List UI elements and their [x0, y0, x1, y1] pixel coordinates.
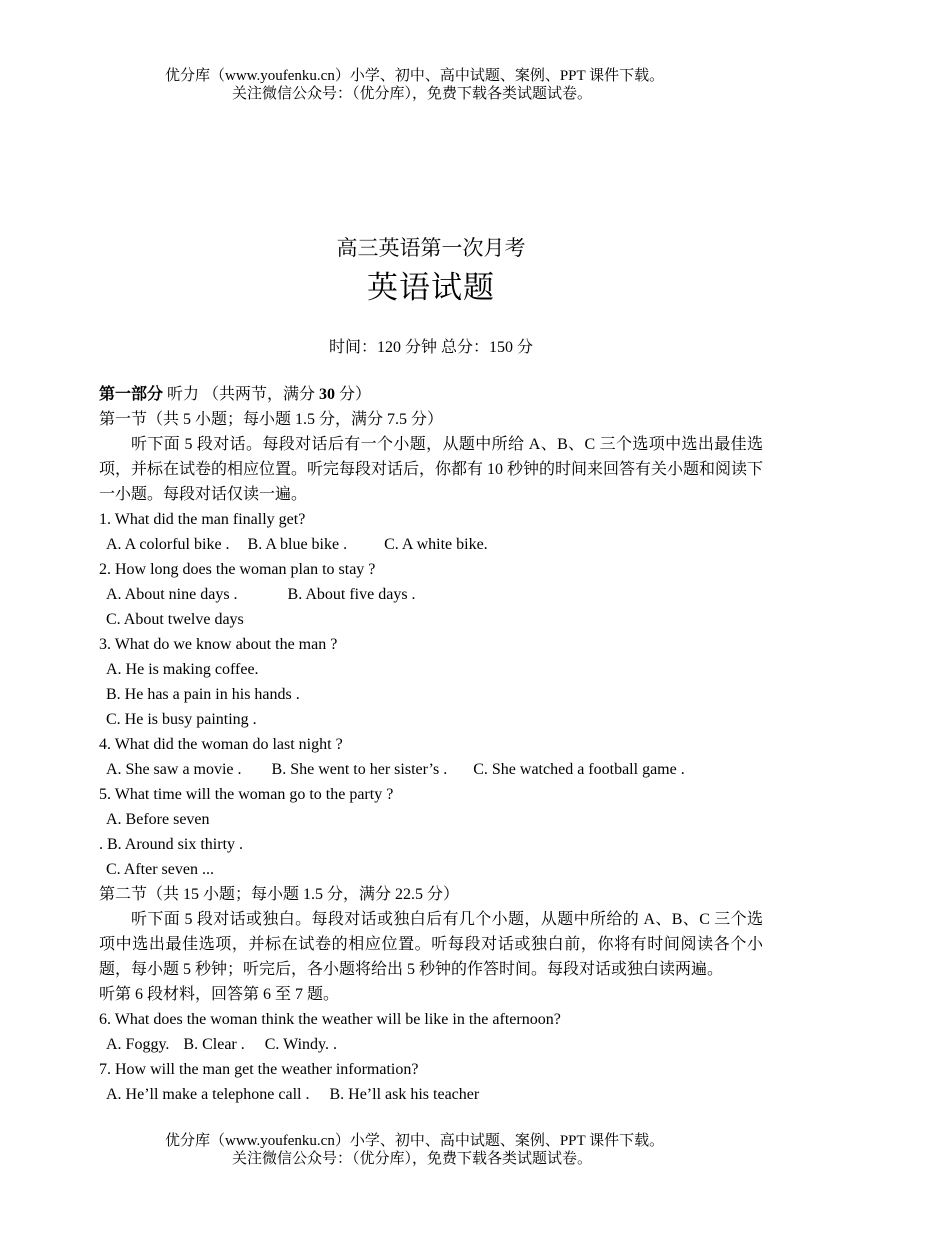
section1-instructions: 听下面 5 段对话。每段对话后有一个小题，从题中所给 A、B、C 三个选项中选出最佳选项，并标在试卷的相应位置。听完每段对话后，你都有 10 秒钟的时间来回答有关小题和阅读下一小题。每段对话仅读一遍。 — [99, 436, 764, 503]
part1-heading-score: 30 — [319, 386, 336, 403]
q5-option-b: . B. Around six thirty . — [99, 836, 244, 853]
material-6-note: 听第 6 段材料，回答第 6 至 7 题。 — [99, 986, 340, 1003]
part1-heading-rest: 听力 （共两节，满分 — [163, 386, 320, 403]
question-2: 2. How long does the woman plan to stay ? — [99, 561, 376, 578]
part1-heading-bold: 第一部分 — [99, 386, 164, 403]
q5-option-c: C. After seven ... — [106, 861, 214, 878]
exam-subtitle: 高三英语第一次月考 — [336, 236, 526, 260]
q4-option-a: A. She saw a movie . — [106, 761, 242, 778]
q6-option-b: B. Clear . — [183, 1036, 245, 1053]
question-7-options — [99, 1082, 763, 1107]
question-1-options — [99, 532, 763, 557]
q4-option-c: C. She watched a football game . — [473, 761, 685, 778]
q3-option-a: A. He is making coffee. — [106, 661, 259, 678]
q3-option-b: B. He has a pain in his hands . — [106, 686, 300, 703]
section1-heading: 第一节（共 5 小题；每小题 1.5 分，满分 7.5 分） — [99, 411, 444, 428]
question-6: 6. What does the woman think the weather will be like in the afternoon? — [99, 1011, 561, 1028]
q2-option-c: C. About twelve days — [106, 611, 244, 628]
exam-time-info: 时间：120 分钟 总分：150 分 — [328, 339, 533, 356]
footer-line-2: 关注微信公众号：（优分库），免费下载各类试题试卷。 — [232, 1151, 593, 1167]
exam-title: 英语试题 — [367, 270, 495, 306]
q6-option-c: C. Windy. . — [264, 1036, 337, 1053]
section2-heading: 第二节（共 15 小题；每小题 1.5 分，满分 22.5 分） — [99, 886, 460, 903]
question-5: 5. What time will the woman go to the party ? — [99, 786, 394, 803]
q3-option-c: C. He is busy painting . — [106, 711, 257, 728]
q1-option-a: A. A colorful bike . — [106, 536, 230, 553]
exam-content — [99, 382, 763, 1107]
question-7: 7. How will the man get the weather information? — [99, 1061, 419, 1078]
q2-option-b: B. About five days . — [287, 586, 416, 603]
question-1: 1. What did the man finally get? — [99, 511, 306, 528]
question-6-options — [99, 1032, 763, 1057]
header-line-2: 关注微信公众号：（优分库），免费下载各类试题试卷。 — [232, 86, 593, 102]
question-2-options — [99, 582, 763, 607]
q1-option-b: B. A blue bike . — [247, 536, 348, 553]
q4-option-b: B. She went to her sister’s . — [271, 761, 448, 778]
question-3: 3. What do we know about the man ? — [99, 636, 338, 653]
part1-heading-end: 分） — [335, 386, 372, 403]
q7-option-a: A. He’ll make a telephone call . — [106, 1086, 310, 1103]
footer-line-1: 优分库（www.youfenku.cn）小学、初中、高中试题、案例、PPT 课件下载。 — [165, 1133, 665, 1149]
section2-instructions: 听下面 5 段对话或独白。每段对话或独白后有几个小题，从题中所给的 A、B、C 三个选项中选出最佳选项，并标在试卷的相应位置。听每段对话或独白前，你将有时间阅读各个小题，每小题 5 秒钟；听完后，各小题将给出 5 秒钟的作答时间。每段对话或独白读两遍。 — [99, 911, 763, 978]
question-4-options — [99, 757, 763, 782]
q5-option-a: A. Before seven — [106, 811, 210, 828]
q2-option-a: A. About nine days . — [106, 586, 238, 603]
header-line-1: 优分库（www.youfenku.cn）小学、初中、高中试题、案例、PPT 课件下载。 — [165, 68, 665, 84]
q6-option-a: A. Foggy. — [106, 1036, 170, 1053]
q7-option-b: B. He’ll ask his teacher — [329, 1086, 480, 1103]
question-4: 4. What did the woman do last night ? — [99, 736, 343, 753]
q1-option-c: C. A white bike. — [384, 536, 488, 553]
part1-heading — [99, 382, 763, 407]
